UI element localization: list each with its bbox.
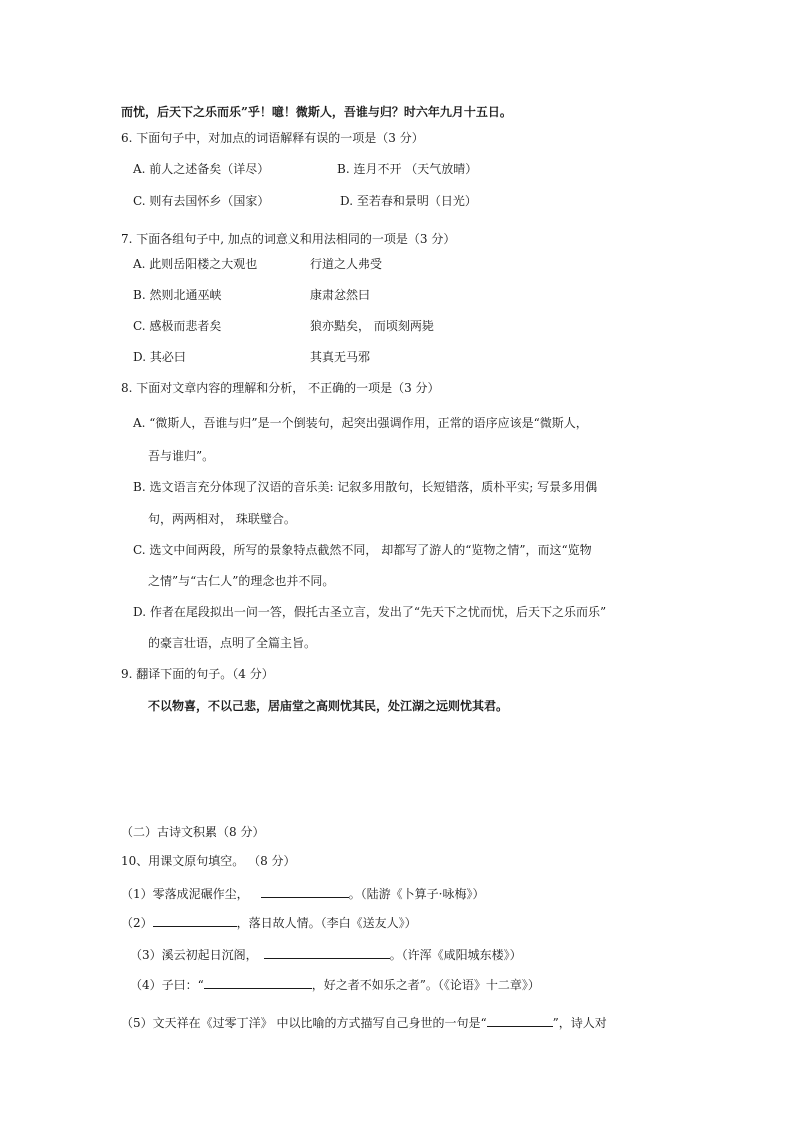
item-1-suffix: 。（陆游《卜算子·咏梅》） [348,887,485,901]
question-10-item-1 [121,884,484,902]
question-6-option-a: A. 前人之述备矣（详尽） [133,162,270,176]
question-6-option-b: B. 连月不开 （天气放晴） [337,162,478,176]
question-9-stem: 9. 翻译下面的句子。（4 分） [121,667,274,681]
question-10-stem: 10、用课文原句填空。 （8 分） [121,854,296,868]
question-8-option-a-line2: 吾与谁归”。 [148,449,215,463]
item-1-prefix: （1）零落成泥碾作尘， [121,887,249,901]
question-8-option-d-line1: D. 作者在尾段拟出一问一答，假托古圣立言，发出了“先天下之忧而忧，后天下之乐而乐” [133,605,607,619]
section-2-title: （二）古诗文积累（8 分） [121,825,265,839]
question-8-option-d-line2: 的豪言壮语，点明了全篇主旨。 [148,636,317,650]
fill-blank-4[interactable] [204,975,312,989]
question-8-stem: 8. 下面对文章内容的理解和分析， 不正确的一项是（3 分） [121,381,440,395]
question-8-option-c-line2: 之情”与“古仁人”的理念也并不同。 [148,574,335,588]
item-4-prefix: （4）子曰：“ [130,978,204,992]
question-6-option-d: D. 至若春和景明（日光） [340,194,477,208]
question-7-option-b-right: 康肃忿然曰 [310,288,371,302]
item-4-suffix: ，好之者不如乐之者”。（《论语》十二章》） [311,978,540,992]
fill-blank-3[interactable] [264,945,390,959]
question-7-stem: 7. 下面各组句子中, 加点的词意义和用法相同的一项是（3 分） [121,232,456,246]
question-7-option-a-right: 行道之人弗受 [310,257,383,271]
fill-blank-5[interactable] [487,1013,553,1027]
question-8-option-b-line1: B. 选文语言充分体现了汉语的音乐美: 记叙多用散句，长短错落，质朴平实; 写景多用偶 [133,480,598,494]
passage-end-line: 而忧，后天下之乐而乐”乎！噫！微斯人，吾谁与归？时六年九月十五日。 [121,105,512,119]
question-6-stem: 6. 下面句子中，对加点的词语解释有误的一项是（3 分） [121,131,424,145]
item-3-prefix: （3）溪云初起日沉阁， [130,948,258,962]
question-8-option-a-line1: A. “微斯人，吾谁与归”是一个倒装句，起突出强调作用，正常的语序应该是“微斯人， [133,416,588,430]
question-7-option-d-right: 其真无马邪 [310,350,371,364]
question-10-item-3 [130,945,522,963]
item-5-prefix: （5）文天祥在《过零丁洋》 中以比喻的方式描写自己身世的一句是“ [121,1016,487,1030]
question-8-option-b-line2: 句，两两相对， 珠联璧合。 [148,512,296,526]
question-10-item-4 [130,975,540,993]
question-7-option-a-left: A. 此则岳阳楼之大观也 [133,257,258,271]
item-2-prefix: （2） [121,916,153,930]
question-6-option-c: C. 则有去国怀乡（国家） [133,194,270,208]
question-7-option-b-left: B. 然则北通巫峡 [133,288,222,302]
item-3-suffix: 。（许浑《咸阳城东楼》） [389,948,522,962]
fill-blank-2[interactable] [153,913,237,927]
question-9-sentence: 不以物喜，不以己悲，居庙堂之高则忧其民，处江湖之远则忧其君。 [148,699,509,713]
question-7-option-c-left: C. 感极而悲者矣 [133,319,222,333]
question-10-item-5 [121,1013,607,1031]
item-2-suffix: ，落日故人情。（李白《送友人》） [236,916,417,930]
question-8-option-c-line1: C. 选文中间两段，所写的景象特点截然不同， 却都写了游人的“览物之情”，而这“览物 [133,543,592,557]
fill-blank-1[interactable] [261,884,349,898]
question-7-option-d-left: D. 其必曰 [133,350,186,364]
item-5-suffix: ”，诗人对 [552,1016,607,1030]
question-7-option-c-right: 狼亦黠矣， 而顷刻两毙 [310,319,434,333]
question-10-item-2 [121,913,417,931]
